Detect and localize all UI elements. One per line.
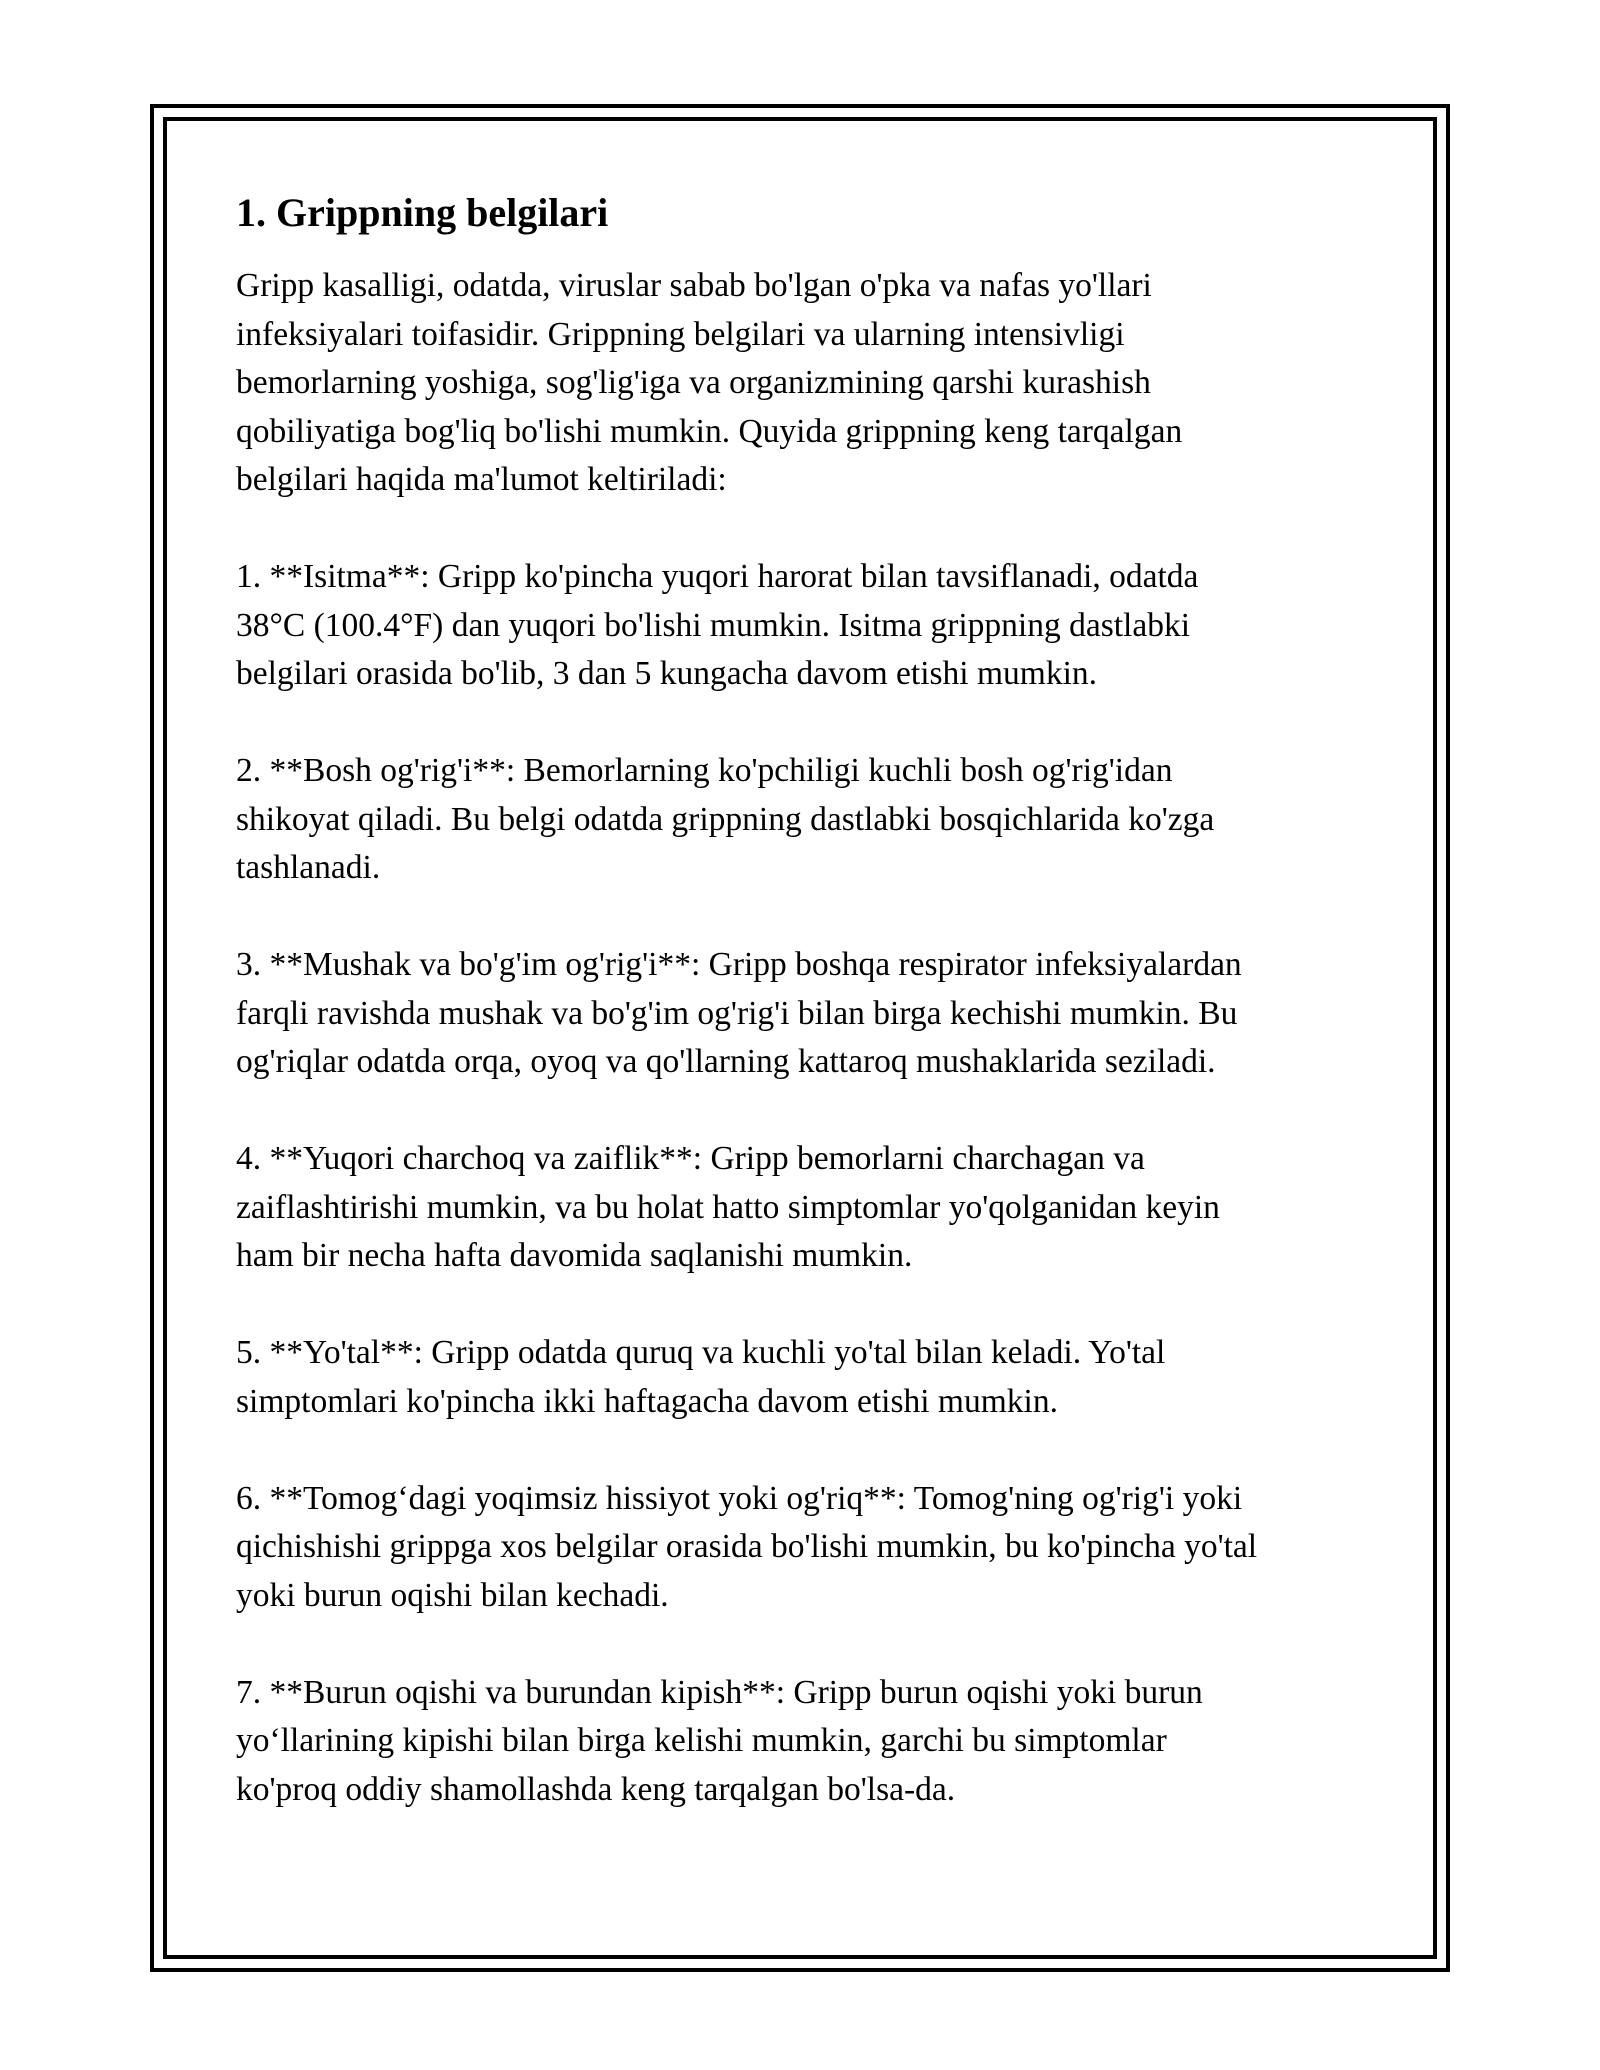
section-heading: 1. Grippning belgilari: [236, 190, 609, 235]
symptom-muscle-pain-paragraph: 3. **Mushak va bo'g'im og'rig'i**: Gripp boshqa respirator infeksiyalardan farqli ravishda mushak va bo'g'im og'rig'i bilan birga kechishi mumkin. Bu og'riqlar odatda orqa, oyoq va qo'llarning kattaroq mushaklarida seziladi.: [236, 946, 1242, 1080]
symptom-runny-nose-paragraph: 7. **Burun oqishi va burundan kipish**: Gripp burun oqishi yoki burun yo‘llarining kipishi bilan birga kelishi mumkin, garchi bu simptomlar ko'proq oddiy shamollashda keng tarqalgan bo'lsa-da.: [236, 1673, 1203, 1808]
symptom-cough-paragraph: 5. **Yo'tal**: Gripp odatda quruq va kuchli yo'tal bilan keladi. Yo'tal simptomlari ko'pincha ikki haftagacha davom etishi mumkin.: [236, 1334, 1166, 1420]
document-body: [236, 186, 1386, 1863]
symptom-headache-paragraph: 2. **Bosh og'rig'i**: Bemorlarning ko'pchiligi kuchli bosh og'rig'idan shikoyat qiladi. Bu belgi odatda grippning dastlabki bosqichlarida ko'zga tashlanadi.: [236, 752, 1215, 886]
symptom-sore-throat-paragraph: 6. **Tomog‘dagi yoqimsiz hissiyot yoki og'riq**: Tomog'ning og'rig'i yoki qichishishi grippga xos belgilar orasida bo'lishi mumkin, bu ko'pincha yo'tal yoki burun oqishi bilan kechadi.: [236, 1479, 1258, 1614]
intro-paragraph: Gripp kasalligi, odatda, viruslar sabab bo'lgan o'pka va nafas yo'llari infeksiyalari toifasidir. Grippning belgilari va ularning intensivligi bemorlarning yoshiga, sog'lig'iga va organizmining qarshi kurashish qobiliyatiga bog'liq bo'lishi mumkin. Quyida grippning keng tarqalgan belgilari haqida ma'lumot keltiriladi:: [236, 267, 1183, 498]
symptom-fatigue-paragraph: 4. **Yuqori charchoq va zaiflik**: Gripp bemorlarni charchagan va zaiflashtirishi mumkin, va bu holat hatto simptomlar yo'qolganidan keyin ham bir necha hafta davomida saqlanishi mumkin.: [236, 1140, 1220, 1274]
symptom-fever-paragraph: 1. **Isitma**: Gripp ko'pincha yuqori harorat bilan tavsiflanadi, odatda 38°C (100.4°F) dan yuqori bo'lishi mumkin. Isitma grippning dastlabki belgilari orasida bo'lib, 3 dan 5 kungacha davom etishi mumkin.: [236, 558, 1199, 692]
